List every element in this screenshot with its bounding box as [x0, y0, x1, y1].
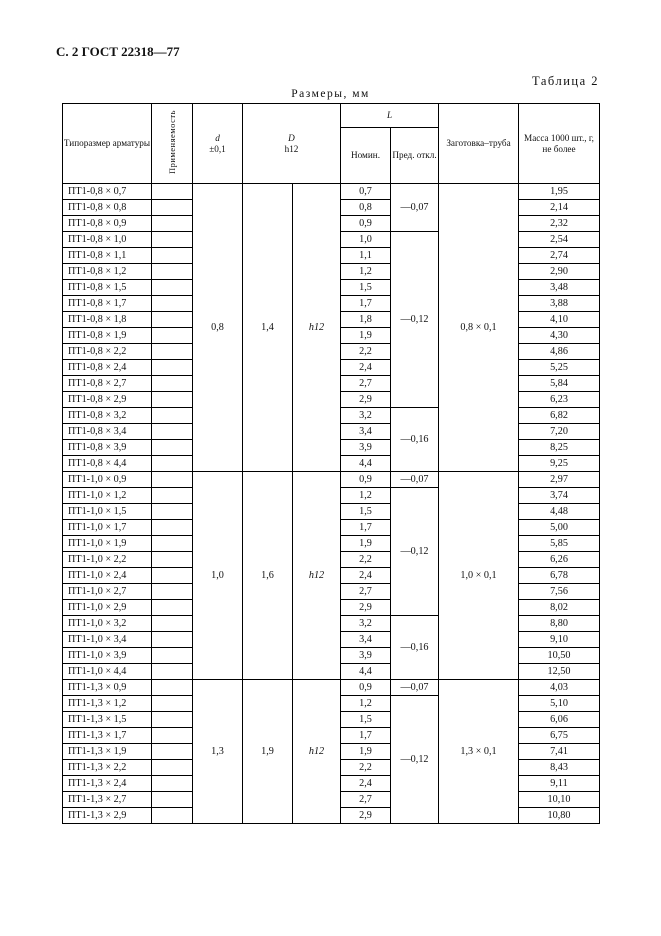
applicability-cell: [152, 760, 193, 776]
page-header: С. 2 ГОСТ 22318—77: [56, 44, 180, 59]
fittings-table: [62, 103, 600, 824]
L-deviation-cell: —0,12: [391, 696, 439, 824]
mass-cell: 10,10: [519, 792, 600, 808]
mass-cell: 8,02: [519, 600, 600, 616]
header-deviation: Пред. откл.: [391, 128, 439, 184]
type-size-cell: ПТ1-1,0 × 3,9: [63, 648, 152, 664]
mass-cell: 4,48: [519, 504, 600, 520]
L-nominal-cell: 2,2: [341, 760, 391, 776]
header-D: D h12: [243, 104, 341, 184]
applicability-cell: [152, 392, 193, 408]
L-nominal-cell: 1,1: [341, 248, 391, 264]
applicability-cell: [152, 664, 193, 680]
mass-cell: 3,88: [519, 296, 600, 312]
type-size-cell: ПТ1-0,8 × 0,7: [63, 184, 152, 200]
table-number: Таблица 2: [532, 74, 599, 88]
type-size-cell: ПТ1-0,8 × 1,0: [63, 232, 152, 248]
table-row: [63, 472, 600, 488]
applicability-cell: [152, 344, 193, 360]
blank-tube-cell: 0,8 × 0,1: [439, 184, 519, 472]
L-nominal-cell: 3,9: [341, 440, 391, 456]
type-size-cell: ПТ1-0,8 × 2,2: [63, 344, 152, 360]
applicability-cell: [152, 248, 193, 264]
type-size-cell: ПТ1-0,8 × 2,4: [63, 360, 152, 376]
L-deviation-cell: —0,12: [391, 232, 439, 408]
L-nominal-cell: 0,8: [341, 200, 391, 216]
L-nominal-cell: 0,9: [341, 216, 391, 232]
mass-cell: 4,86: [519, 344, 600, 360]
mass-cell: 5,10: [519, 696, 600, 712]
mass-cell: 10,80: [519, 808, 600, 824]
header-type-size: Типоразмер арматуры: [63, 104, 152, 184]
header-mass: Масса 1000 шт., г, не более: [519, 104, 600, 184]
L-nominal-cell: 2,2: [341, 552, 391, 568]
mass-cell: 6,78: [519, 568, 600, 584]
L-nominal-cell: 1,0: [341, 232, 391, 248]
applicability-cell: [152, 632, 193, 648]
L-nominal-cell: 1,9: [341, 536, 391, 552]
mass-cell: 2,14: [519, 200, 600, 216]
D-cell: 1,6: [243, 472, 293, 680]
mass-cell: 8,25: [519, 440, 600, 456]
mass-cell: 7,41: [519, 744, 600, 760]
type-size-cell: ПТ1-1,0 × 2,9: [63, 600, 152, 616]
L-nominal-cell: 1,5: [341, 504, 391, 520]
d-cell: 1,3: [193, 680, 243, 824]
mass-cell: 4,03: [519, 680, 600, 696]
applicability-cell: [152, 312, 193, 328]
L-nominal-cell: 1,7: [341, 728, 391, 744]
header-blank: Заготовка–труба: [439, 104, 519, 184]
applicability-cell: [152, 536, 193, 552]
L-nominal-cell: 3,2: [341, 408, 391, 424]
applicability-cell: [152, 808, 193, 824]
L-nominal-cell: 3,4: [341, 632, 391, 648]
mass-cell: 3,74: [519, 488, 600, 504]
applicability-cell: [152, 184, 193, 200]
mass-cell: 5,84: [519, 376, 600, 392]
applicability-cell: [152, 776, 193, 792]
D-tolerance-cell: h12: [293, 680, 341, 824]
mass-cell: 6,82: [519, 408, 600, 424]
mass-cell: 9,11: [519, 776, 600, 792]
mass-cell: 9,10: [519, 632, 600, 648]
L-deviation-cell: —0,12: [391, 488, 439, 616]
L-nominal-cell: 2,9: [341, 808, 391, 824]
mass-cell: 5,25: [519, 360, 600, 376]
mass-cell: 2,54: [519, 232, 600, 248]
type-size-cell: ПТ1-0,8 × 1,5: [63, 280, 152, 296]
L-nominal-cell: 4,4: [341, 664, 391, 680]
mass-cell: 8,43: [519, 760, 600, 776]
type-size-cell: ПТ1-0,8 × 1,8: [63, 312, 152, 328]
applicability-cell: [152, 504, 193, 520]
type-size-cell: ПТ1-1,3 × 1,2: [63, 696, 152, 712]
applicability-cell: [152, 744, 193, 760]
applicability-cell: [152, 360, 193, 376]
mass-cell: 4,30: [519, 328, 600, 344]
d-cell: 1,0: [193, 472, 243, 680]
D-cell: 1,4: [243, 184, 293, 472]
L-nominal-cell: 4,4: [341, 456, 391, 472]
mass-cell: 6,06: [519, 712, 600, 728]
applicability-cell: [152, 328, 193, 344]
L-nominal-cell: 3,2: [341, 616, 391, 632]
type-size-cell: ПТ1-1,3 × 1,7: [63, 728, 152, 744]
header-L: L: [341, 104, 439, 128]
table-row: [63, 184, 600, 200]
L-nominal-cell: 1,2: [341, 696, 391, 712]
mass-cell: 12,50: [519, 664, 600, 680]
applicability-cell: [152, 792, 193, 808]
L-deviation-cell: —0,07: [391, 184, 439, 232]
applicability-cell: [152, 488, 193, 504]
mass-cell: 1,95: [519, 184, 600, 200]
L-nominal-cell: 2,4: [341, 776, 391, 792]
L-nominal-cell: 1,5: [341, 712, 391, 728]
L-nominal-cell: 3,9: [341, 648, 391, 664]
type-size-cell: ПТ1-0,8 × 1,1: [63, 248, 152, 264]
type-size-cell: ПТ1-1,0 × 3,4: [63, 632, 152, 648]
type-size-cell: ПТ1-1,0 × 1,7: [63, 520, 152, 536]
type-size-cell: ПТ1-0,8 × 2,9: [63, 392, 152, 408]
L-nominal-cell: 2,4: [341, 568, 391, 584]
L-nominal-cell: 2,9: [341, 392, 391, 408]
mass-cell: 2,90: [519, 264, 600, 280]
L-nominal-cell: 3,4: [341, 424, 391, 440]
L-nominal-cell: 0,9: [341, 472, 391, 488]
mass-cell: 4,10: [519, 312, 600, 328]
applicability-cell: [152, 616, 193, 632]
type-size-cell: ПТ1-0,8 × 1,9: [63, 328, 152, 344]
applicability-cell: [152, 200, 193, 216]
table-row: [63, 680, 600, 696]
type-size-cell: ПТ1-1,3 × 2,7: [63, 792, 152, 808]
type-size-cell: ПТ1-1,0 × 1,9: [63, 536, 152, 552]
L-nominal-cell: 2,9: [341, 600, 391, 616]
L-nominal-cell: 1,2: [341, 488, 391, 504]
applicability-cell: [152, 696, 193, 712]
L-deviation-cell: —0,07: [391, 680, 439, 696]
L-deviation-cell: —0,16: [391, 616, 439, 680]
type-size-cell: ПТ1-0,8 × 1,7: [63, 296, 152, 312]
applicability-cell: [152, 472, 193, 488]
L-nominal-cell: 2,4: [341, 360, 391, 376]
L-nominal-cell: 1,5: [341, 280, 391, 296]
type-size-cell: ПТ1-1,3 × 2,4: [63, 776, 152, 792]
L-deviation-cell: —0,16: [391, 408, 439, 472]
mass-cell: 7,20: [519, 424, 600, 440]
mass-cell: 5,00: [519, 520, 600, 536]
D-tolerance-cell: h12: [293, 184, 341, 472]
applicability-cell: [152, 728, 193, 744]
L-nominal-cell: 0,7: [341, 184, 391, 200]
L-nominal-cell: 1,9: [341, 328, 391, 344]
type-size-cell: ПТ1-0,8 × 2,7: [63, 376, 152, 392]
blank-tube-cell: 1,3 × 0,1: [439, 680, 519, 824]
L-nominal-cell: 0,9: [341, 680, 391, 696]
L-deviation-cell: —0,07: [391, 472, 439, 488]
type-size-cell: ПТ1-1,0 × 1,2: [63, 488, 152, 504]
applicability-cell: [152, 408, 193, 424]
applicability-cell: [152, 584, 193, 600]
mass-cell: 6,75: [519, 728, 600, 744]
mass-cell: 2,74: [519, 248, 600, 264]
mass-cell: 9,25: [519, 456, 600, 472]
L-nominal-cell: 2,2: [341, 344, 391, 360]
L-nominal-cell: 1,9: [341, 744, 391, 760]
applicability-cell: [152, 600, 193, 616]
applicability-cell: [152, 520, 193, 536]
L-nominal-cell: 1,7: [341, 520, 391, 536]
blank-tube-cell: 1,0 × 0,1: [439, 472, 519, 680]
applicability-cell: [152, 648, 193, 664]
applicability-cell: [152, 264, 193, 280]
applicability-cell: [152, 424, 193, 440]
mass-cell: 2,97: [519, 472, 600, 488]
mass-cell: 5,85: [519, 536, 600, 552]
applicability-cell: [152, 296, 193, 312]
type-size-cell: ПТ1-1,0 × 3,2: [63, 616, 152, 632]
type-size-cell: ПТ1-1,0 × 4,4: [63, 664, 152, 680]
header-d: d ±0,1: [193, 104, 243, 184]
applicability-cell: [152, 440, 193, 456]
mass-cell: 2,32: [519, 216, 600, 232]
type-size-cell: ПТ1-1,3 × 1,5: [63, 712, 152, 728]
L-nominal-cell: 2,7: [341, 792, 391, 808]
L-nominal-cell: 1,8: [341, 312, 391, 328]
applicability-cell: [152, 456, 193, 472]
mass-cell: 7,56: [519, 584, 600, 600]
type-size-cell: ПТ1-0,8 × 3,4: [63, 424, 152, 440]
dimensions-caption: Размеры, мм: [291, 88, 370, 100]
type-size-cell: ПТ1-1,0 × 0,9: [63, 472, 152, 488]
D-cell: 1,9: [243, 680, 293, 824]
D-tolerance-cell: h12: [293, 472, 341, 680]
applicability-cell: [152, 280, 193, 296]
applicability-cell: [152, 568, 193, 584]
L-nominal-cell: 2,7: [341, 376, 391, 392]
applicability-cell: [152, 552, 193, 568]
type-size-cell: ПТ1-1,0 × 2,4: [63, 568, 152, 584]
d-cell: 0,8: [193, 184, 243, 472]
type-size-cell: ПТ1-1,3 × 1,9: [63, 744, 152, 760]
mass-cell: 8,80: [519, 616, 600, 632]
type-size-cell: ПТ1-0,8 × 3,9: [63, 440, 152, 456]
applicability-cell: [152, 376, 193, 392]
header-applicability: Применяемость: [152, 104, 193, 184]
L-nominal-cell: 1,7: [341, 296, 391, 312]
L-nominal-cell: 1,2: [341, 264, 391, 280]
type-size-cell: ПТ1-0,8 × 0,9: [63, 216, 152, 232]
applicability-cell: [152, 680, 193, 696]
applicability-cell: [152, 216, 193, 232]
type-size-cell: ПТ1-1,3 × 2,9: [63, 808, 152, 824]
type-size-cell: ПТ1-1,0 × 2,2: [63, 552, 152, 568]
type-size-cell: ПТ1-1,3 × 2,2: [63, 760, 152, 776]
applicability-cell: [152, 232, 193, 248]
mass-cell: 6,23: [519, 392, 600, 408]
type-size-cell: ПТ1-0,8 × 4,4: [63, 456, 152, 472]
applicability-cell: [152, 712, 193, 728]
type-size-cell: ПТ1-1,0 × 1,5: [63, 504, 152, 520]
header-nominal: Номин.: [341, 128, 391, 184]
type-size-cell: ПТ1-0,8 × 1,2: [63, 264, 152, 280]
L-nominal-cell: 2,7: [341, 584, 391, 600]
type-size-cell: ПТ1-0,8 × 3,2: [63, 408, 152, 424]
mass-cell: 10,50: [519, 648, 600, 664]
type-size-cell: ПТ1-1,0 × 2,7: [63, 584, 152, 600]
type-size-cell: ПТ1-0,8 × 0,8: [63, 200, 152, 216]
mass-cell: 6,26: [519, 552, 600, 568]
type-size-cell: ПТ1-1,3 × 0,9: [63, 680, 152, 696]
mass-cell: 3,48: [519, 280, 600, 296]
